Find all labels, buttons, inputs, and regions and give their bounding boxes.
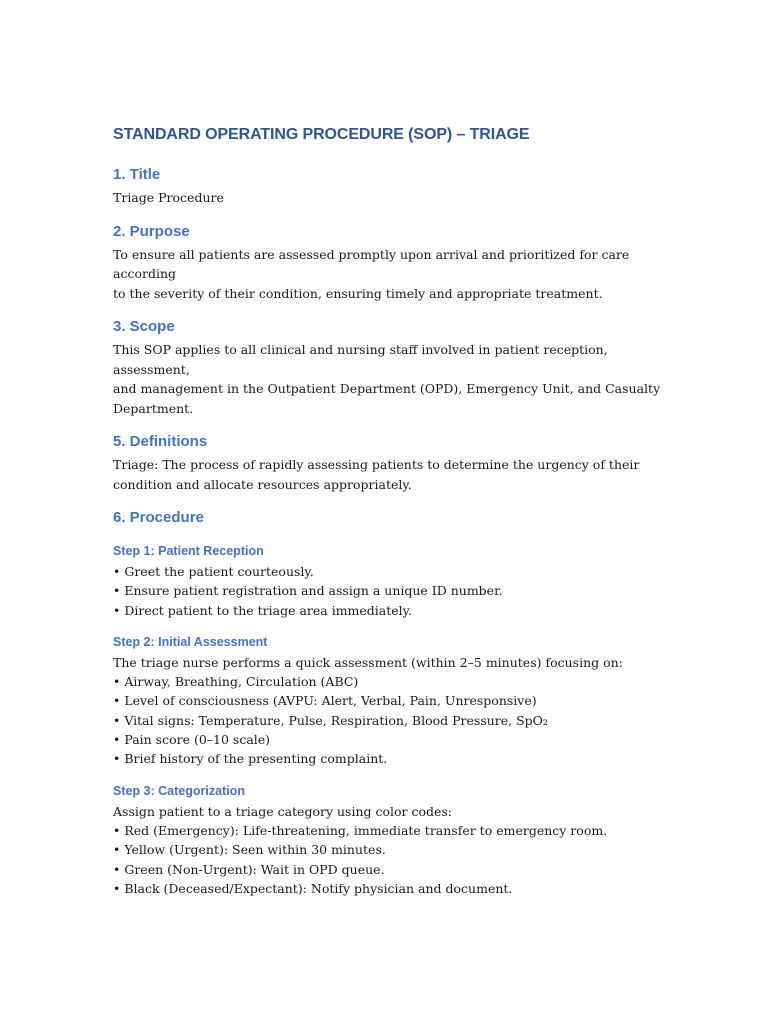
document-title: STANDARD OPERATING PROCEDURE (SOP) – TRIAGE <box>113 126 530 143</box>
step-heading: Step 3: Categorization <box>113 783 245 798</box>
list-item: • Pain score (0–10 scale) <box>113 732 271 748</box>
list-item: • Level of consciousness (AVPU: Alert, Verbal, Pain, Unresponsive) <box>113 693 537 709</box>
paragraph-line: and management in the Outpatient Department (OPD), Emergency Unit, and Casualty <box>113 381 661 396</box>
section-heading: 6. Procedure <box>113 509 204 526</box>
list-item: • Red (Emergency): Life-threatening, immediate transfer to emergency room. <box>113 822 608 838</box>
list-item: • Ensure patient registration and assign a unique ID number. <box>113 583 503 599</box>
list-item: • Yellow (Urgent): Seen within 30 minutes. <box>113 842 386 858</box>
section-procedure <box>113 508 673 898</box>
section-purpose <box>113 222 673 304</box>
step-intro: The triage nurse performs a quick assessment (within 2–5 minutes) focusing on: <box>113 654 623 670</box>
procedure-step-2 <box>113 633 673 769</box>
step-intro: Assign patient to a triage category using color codes: <box>113 803 453 819</box>
section-scope <box>113 317 673 418</box>
list-item: • Airway, Breathing, Circulation (ABC) <box>113 674 359 690</box>
paragraph-line: To ensure all patients are assessed promptly upon arrival and prioritized for care according <box>113 246 630 281</box>
section-heading: 2. Purpose <box>113 222 190 240</box>
paragraph-line: Department. <box>113 400 194 416</box>
section-title <box>113 165 673 208</box>
procedure-step-1 <box>113 542 673 620</box>
list-item: • Brief history of the presenting complaint. <box>113 751 388 767</box>
section-definitions <box>113 432 673 494</box>
section-heading: 3. Scope <box>113 318 175 335</box>
section-heading: 5. Definitions <box>113 433 208 450</box>
section-heading: 1. Title <box>113 166 161 183</box>
section-body: Triage Procedure <box>113 190 224 205</box>
paragraph-line: to the severity of their condition, ensuring timely and appropriate treatment. <box>113 285 603 301</box>
list-item: • Green (Non-Urgent): Wait in OPD queue. <box>113 861 385 877</box>
paragraph-line: condition and allocate resources appropriately. <box>113 476 412 492</box>
procedure-step-3 <box>113 782 673 898</box>
list-item: • Black (Deceased/Expectant): Notify physician and document. <box>113 880 513 896</box>
step-heading: Step 2: Initial Assessment <box>113 634 268 649</box>
paragraph-line: This SOP applies to all clinical and nursing staff involved in patient reception, assessment, <box>113 342 608 377</box>
step-heading: Step 1: Patient Reception <box>113 544 264 558</box>
list-item: • Greet the patient courteously. <box>113 564 314 579</box>
list-item: • Vital signs: Temperature, Pulse, Respiration, Blood Pressure, SpO₂ <box>113 712 548 728</box>
list-item: • Direct patient to the triage area immediately. <box>113 602 413 618</box>
document-page <box>113 124 673 912</box>
paragraph-line: Triage: The process of rapidly assessing patients to determine the urgency of their <box>113 457 640 472</box>
